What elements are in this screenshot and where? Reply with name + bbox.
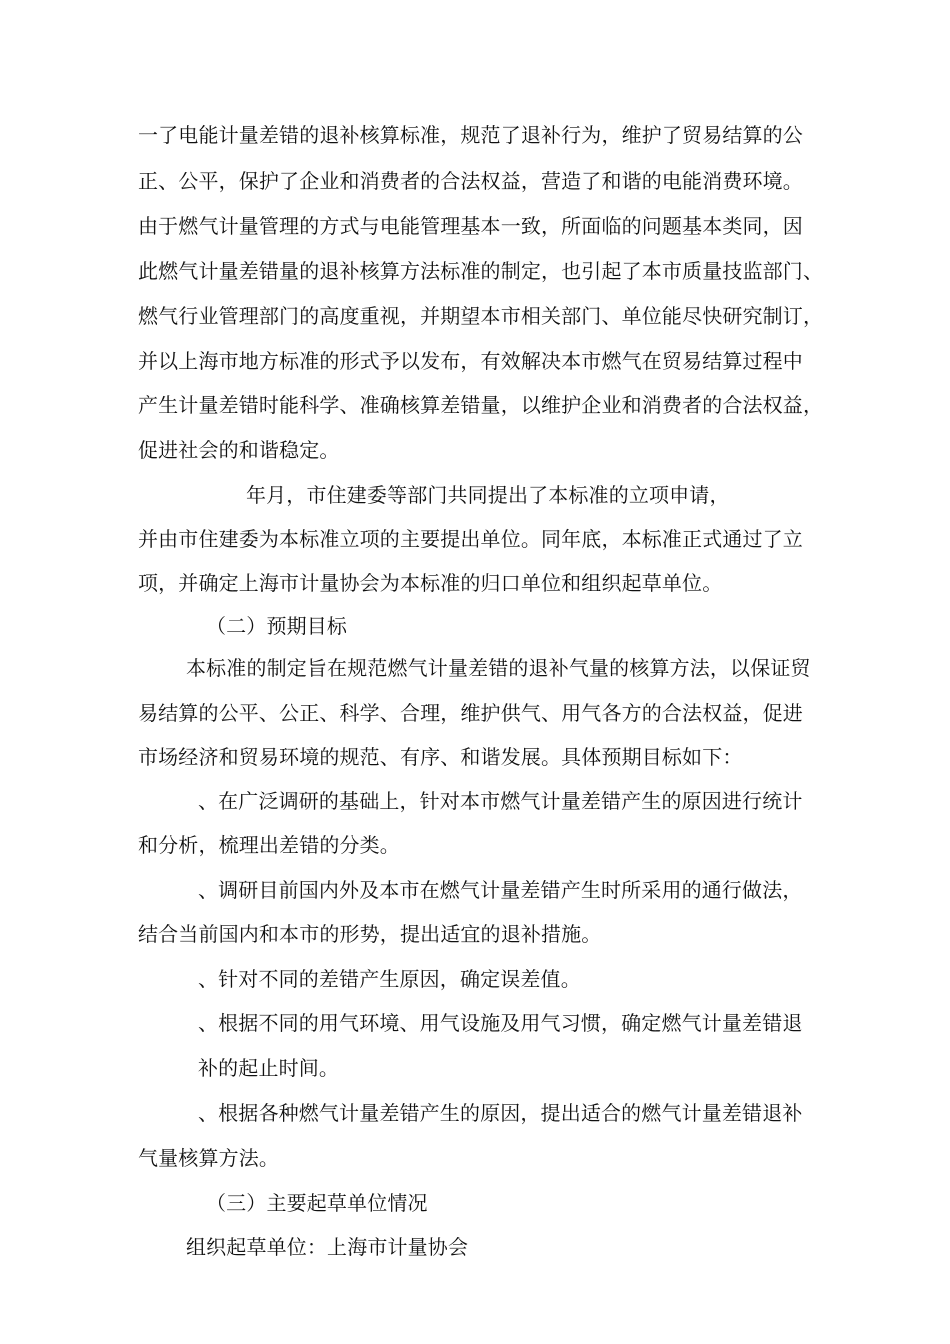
- paragraph-line: 项，并确定上海市计量协会为本标准的归口单位和组织起草单位。: [138, 571, 723, 595]
- paragraph-line: 正、公平，保护了企业和消费者的合法权益，营造了和谐的电能消费环境。: [138, 169, 803, 193]
- list-item: 结合当前国内和本市的形势，提出适宜的退补措施。: [138, 922, 602, 946]
- list-item: 和分析，梳理出差错的分类。: [138, 833, 400, 857]
- paragraph-line: 组织起草单位：上海市计量协会: [186, 1235, 469, 1259]
- paragraph-line: 市场经济和贸易环境的规范、有序、和谐发展。具体预期目标如下：: [138, 745, 743, 769]
- section-heading: （三）主要起草单位情况: [206, 1191, 428, 1215]
- paragraph-line: 一了电能计量差错的退补核算标准，规范了退补行为，维护了贸易结算的公: [138, 123, 803, 147]
- list-item: 、针对不同的差错产生原因，确定误差值。: [198, 967, 581, 991]
- paragraph-line: 年月，市住建委等部门共同提出了本标准的立项申请，: [246, 483, 730, 507]
- paragraph-line: 易结算的公平、公正、科学、合理，维护供气、用气各方的合法权益，促进: [138, 701, 803, 725]
- paragraph-line: 此燃气计量差错量的退补核算方法标准的制定，也引起了本市质量技监部门、: [138, 259, 824, 283]
- paragraph-line: 并以上海市地方标准的形式予以发布，有效解决本市燃气在贸易结算过程中: [138, 349, 803, 373]
- list-item: 气量核算方法。: [138, 1146, 280, 1170]
- list-item: 、根据各种燃气计量差错产生的原因，提出适合的燃气计量差错退补: [198, 1101, 803, 1125]
- paragraph-line: 促进社会的和谐稳定。: [138, 438, 340, 462]
- list-item: 、根据不同的用气环境、用气设施及用气习惯，确定燃气计量差错退: [198, 1011, 803, 1035]
- paragraph-line: 并由市住建委为本标准立项的主要提出单位。同年底，本标准正式通过了立: [138, 527, 803, 551]
- paragraph-line: 产生计量差错时能科学、准确核算差错量，以维护企业和消费者的合法权益，: [138, 393, 824, 417]
- list-item: 补的起止时间。: [198, 1056, 340, 1080]
- list-item: 、在广泛调研的基础上，针对本市燃气计量差错产生的原因进行统计: [198, 789, 803, 813]
- paragraph-line: 本标准的制定旨在规范燃气计量差错的退补气量的核算方法，以保证贸: [186, 656, 811, 680]
- list-item: 、调研目前国内外及本市在燃气计量差错产生时所采用的通行做法，: [198, 878, 803, 902]
- paragraph-line: 燃气行业管理部门的高度重视，并期望本市相关部门、单位能尽快研究制订，: [138, 304, 824, 328]
- paragraph-line: 由于燃气计量管理的方式与电能管理基本一致，所面临的问题基本类同，因: [138, 214, 803, 238]
- section-heading: （二）预期目标: [206, 614, 348, 638]
